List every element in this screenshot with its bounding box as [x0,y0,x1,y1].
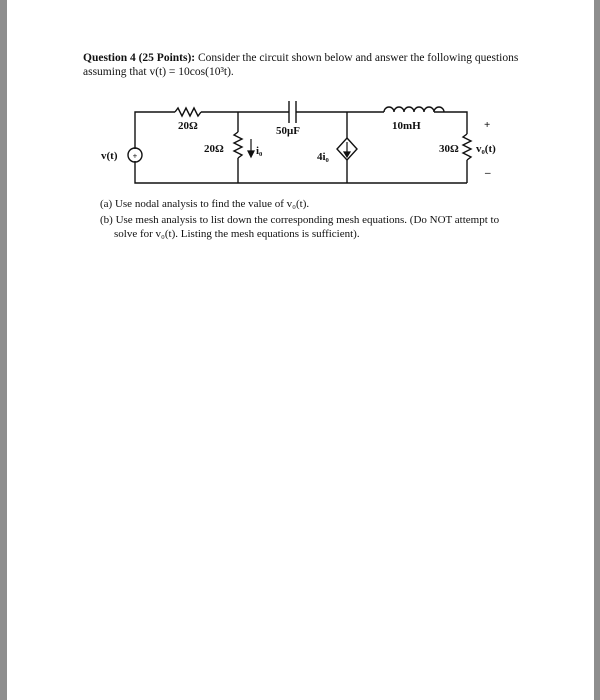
resistor-20-shunt [234,132,242,158]
question-line-2: assuming that v(t) = 10cos(10³t). [83,66,234,78]
part-a: (a) Use nodal analysis to find the value of v₀(t). [100,198,310,210]
resistor-30-load [463,134,471,160]
label-resistor-series: 20Ω [178,120,198,132]
label-current-io: i₀ [256,145,263,157]
label-inductor: 10mH [392,120,421,132]
label-resistor-shunt: 20Ω [204,143,224,155]
question-heading: Question 4 (25 Points): [83,52,196,64]
circuit-diagram [0,0,600,200]
label-output-voltage: v₀(t) [476,143,496,155]
label-dependent-source: 4i₀ [317,151,329,163]
wire-bottom [135,161,467,183]
wire-top-end [434,112,467,134]
label-plus: + [484,119,491,131]
label-minus: – [485,167,491,179]
inductor-coil [384,107,444,112]
label-resistor-load: 30Ω [439,143,459,155]
resistor-20-series [175,108,201,116]
part-b-line-2: solve for v₀(t). Listing the mesh equations is sufficient). [114,228,360,240]
question-text-1: Consider the circuit shown below and answer the following questions [198,52,519,64]
wire-top-left [135,112,175,149]
part-b-line-1: (b) Use mesh analysis to list down the corresponding mesh equations. (Do NOT attempt to [100,214,500,226]
label-source: v(t) [101,150,118,162]
source-polarity-sign: + [132,151,138,161]
label-capacitor: 50μF [276,125,300,137]
